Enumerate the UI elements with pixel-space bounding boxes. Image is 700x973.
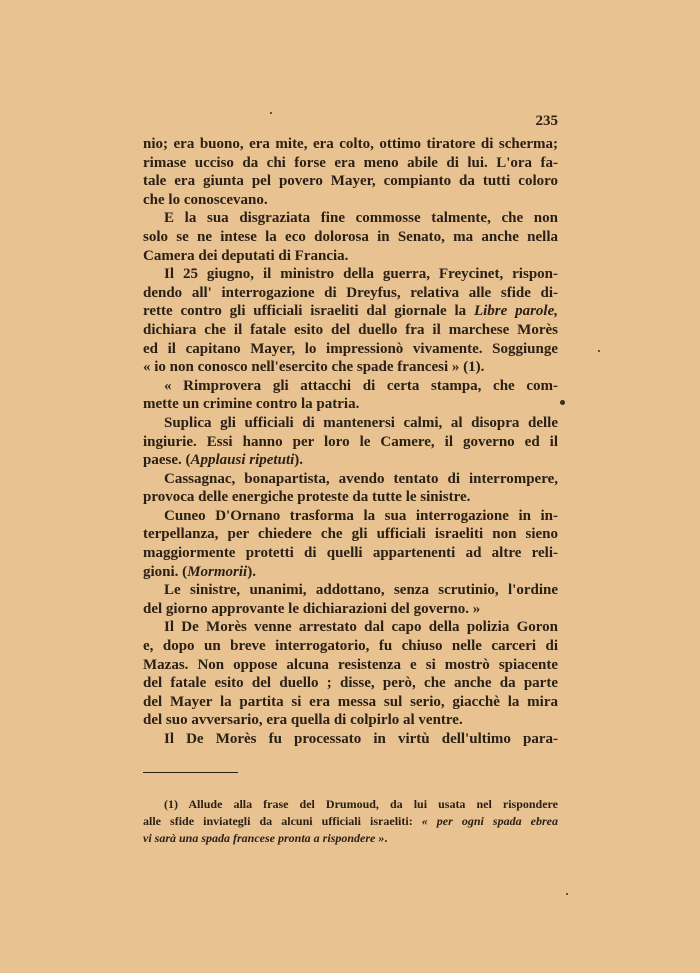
main-text bbox=[143, 135, 558, 749]
footnotes bbox=[143, 796, 558, 847]
text: maggiormente protetti di quelli appartenenti ad altre reli- bbox=[143, 545, 558, 562]
text: ed il capitano Mayer, lo impressionò vivamente. Soggiunge bbox=[143, 340, 558, 357]
scan-speck bbox=[560, 400, 565, 405]
footnote-line bbox=[143, 796, 558, 813]
text-line bbox=[143, 600, 558, 619]
text: terpellanza, per chiedere che gli ufficiali israeliti non sieno bbox=[143, 526, 558, 543]
text-line bbox=[143, 470, 558, 489]
footnote-line bbox=[143, 813, 558, 830]
text: dichiara che il fatale esito del duello fra il marchese Morès bbox=[143, 321, 558, 338]
text: del fatale esito del duello ; disse, però, che anche da parte bbox=[143, 675, 558, 692]
scan-speck bbox=[270, 112, 272, 114]
page-number: 235 bbox=[535, 113, 558, 129]
text: ). bbox=[247, 563, 256, 580]
text-line bbox=[143, 656, 558, 675]
text-line bbox=[143, 209, 558, 228]
text: del Mayer la partita si era messa sul serio, giacchè la mira bbox=[143, 693, 558, 710]
text-line bbox=[143, 433, 558, 452]
text: ). bbox=[294, 452, 304, 469]
text: Il 25 giugno, il ministro della guerra, Freycinet, rispon- bbox=[164, 266, 558, 283]
text-line bbox=[143, 451, 558, 470]
scan-speck bbox=[566, 893, 568, 895]
text: nio; era buono, era mite, era colto, ottimo tiratore di scherma; bbox=[143, 136, 558, 152]
text: dendo all' interrogazione di Dreyfus, relativa alle sfide di- bbox=[143, 284, 558, 301]
text-line bbox=[143, 247, 558, 266]
text: paese. ( bbox=[143, 452, 191, 469]
text: Suplica gli ufficiali di mantenersi calmi, al disopra delle bbox=[164, 414, 558, 431]
text-line bbox=[143, 321, 558, 340]
text: tale era giunta pel povero Mayer, compianto da tutti coloro bbox=[143, 173, 558, 190]
text: Cuneo D'Ornano trasforma la sua interrogazione in in- bbox=[164, 507, 558, 524]
text-line bbox=[143, 135, 558, 154]
text: del giorno approvante le dichiarazioni del governo. » bbox=[143, 600, 481, 617]
text-line bbox=[143, 377, 558, 396]
text-line bbox=[143, 172, 558, 191]
text-line bbox=[143, 637, 558, 656]
text-line bbox=[143, 525, 558, 544]
text: Cassagnac, bonapartista, avendo tentato di interrompere, bbox=[164, 470, 558, 487]
text-line bbox=[143, 284, 558, 303]
text: Le sinistre, unanimi, addottano, senza scrutinio, l'ordine bbox=[164, 582, 558, 599]
text-line bbox=[143, 507, 558, 526]
text: Il De Morès venne arrestato dal capo della polizia Goron bbox=[164, 619, 558, 636]
text-line bbox=[143, 488, 558, 507]
text: alle sfide inviategli da alcuni ufficiali israeliti: bbox=[143, 814, 422, 828]
text: . bbox=[384, 831, 388, 845]
text: mette un crimine contro la patria. bbox=[143, 396, 360, 413]
text-line bbox=[143, 693, 558, 712]
text: gioni. ( bbox=[143, 563, 188, 580]
footnote-line bbox=[143, 830, 558, 847]
text-line bbox=[143, 581, 558, 600]
text-line bbox=[143, 563, 558, 582]
text-line bbox=[143, 674, 558, 693]
italic-text: vi sarà una spada francese pronta a rispondere » bbox=[143, 831, 385, 845]
text-line bbox=[143, 228, 558, 247]
text-line bbox=[143, 358, 558, 377]
text: che lo conoscevano. bbox=[143, 191, 268, 208]
text: rette contro gli ufficiali israeliti dal giornale la bbox=[143, 303, 474, 320]
text-line bbox=[143, 340, 558, 359]
text-line bbox=[143, 302, 558, 321]
text-line bbox=[143, 414, 558, 433]
text-line bbox=[143, 154, 558, 173]
italic-text: Applausi ripetuti bbox=[190, 452, 295, 469]
text-line bbox=[143, 544, 558, 563]
text: Mazas. Non oppose alcuna resistenza e si mostrò spiacente bbox=[143, 656, 558, 673]
text-line bbox=[143, 265, 558, 284]
text: e, dopo un breve interrogatorio, fu chiuso nelle carceri di bbox=[143, 638, 558, 655]
text: Camera dei deputati di Francia. bbox=[143, 247, 349, 264]
text-line bbox=[143, 711, 558, 730]
text: solo se ne intese la eco dolorosa in Senato, ma anche nella bbox=[143, 228, 558, 245]
text-line bbox=[143, 730, 558, 749]
text: E la sua disgraziata fine commosse talmente, che non bbox=[164, 210, 558, 227]
text: provoca delle energiche proteste da tutte le sinistre. bbox=[143, 489, 471, 506]
text: del suo avversario, era quella di colpirlo al ventre. bbox=[143, 712, 463, 729]
footnote-divider bbox=[143, 772, 238, 773]
text-line bbox=[143, 191, 558, 210]
text: ingiurie. Essi hanno per loro le Camere, il governo ed il bbox=[143, 433, 558, 450]
text: (1) Allude alla frase del Drumoud, da lui usata nel rispondere bbox=[164, 797, 558, 811]
text: « io non conosco nell'esercito che spade francesi » (1). bbox=[143, 359, 485, 376]
text-line bbox=[143, 395, 558, 414]
italic-text: « per ogni spada ebrea bbox=[421, 814, 558, 828]
italic-text: Mormorii bbox=[187, 563, 248, 580]
text: « Rimprovera gli attacchi di certa stampa, che com- bbox=[164, 377, 558, 394]
italic-text: Libre parole, bbox=[473, 303, 558, 320]
text-line bbox=[143, 618, 558, 637]
scan-speck bbox=[598, 350, 600, 352]
text: Il De Morès fu processato in virtù dell'ultimo para- bbox=[164, 731, 558, 747]
text: rimase ucciso da chi forse era meno abile di lui. L'ora fa- bbox=[143, 154, 558, 171]
